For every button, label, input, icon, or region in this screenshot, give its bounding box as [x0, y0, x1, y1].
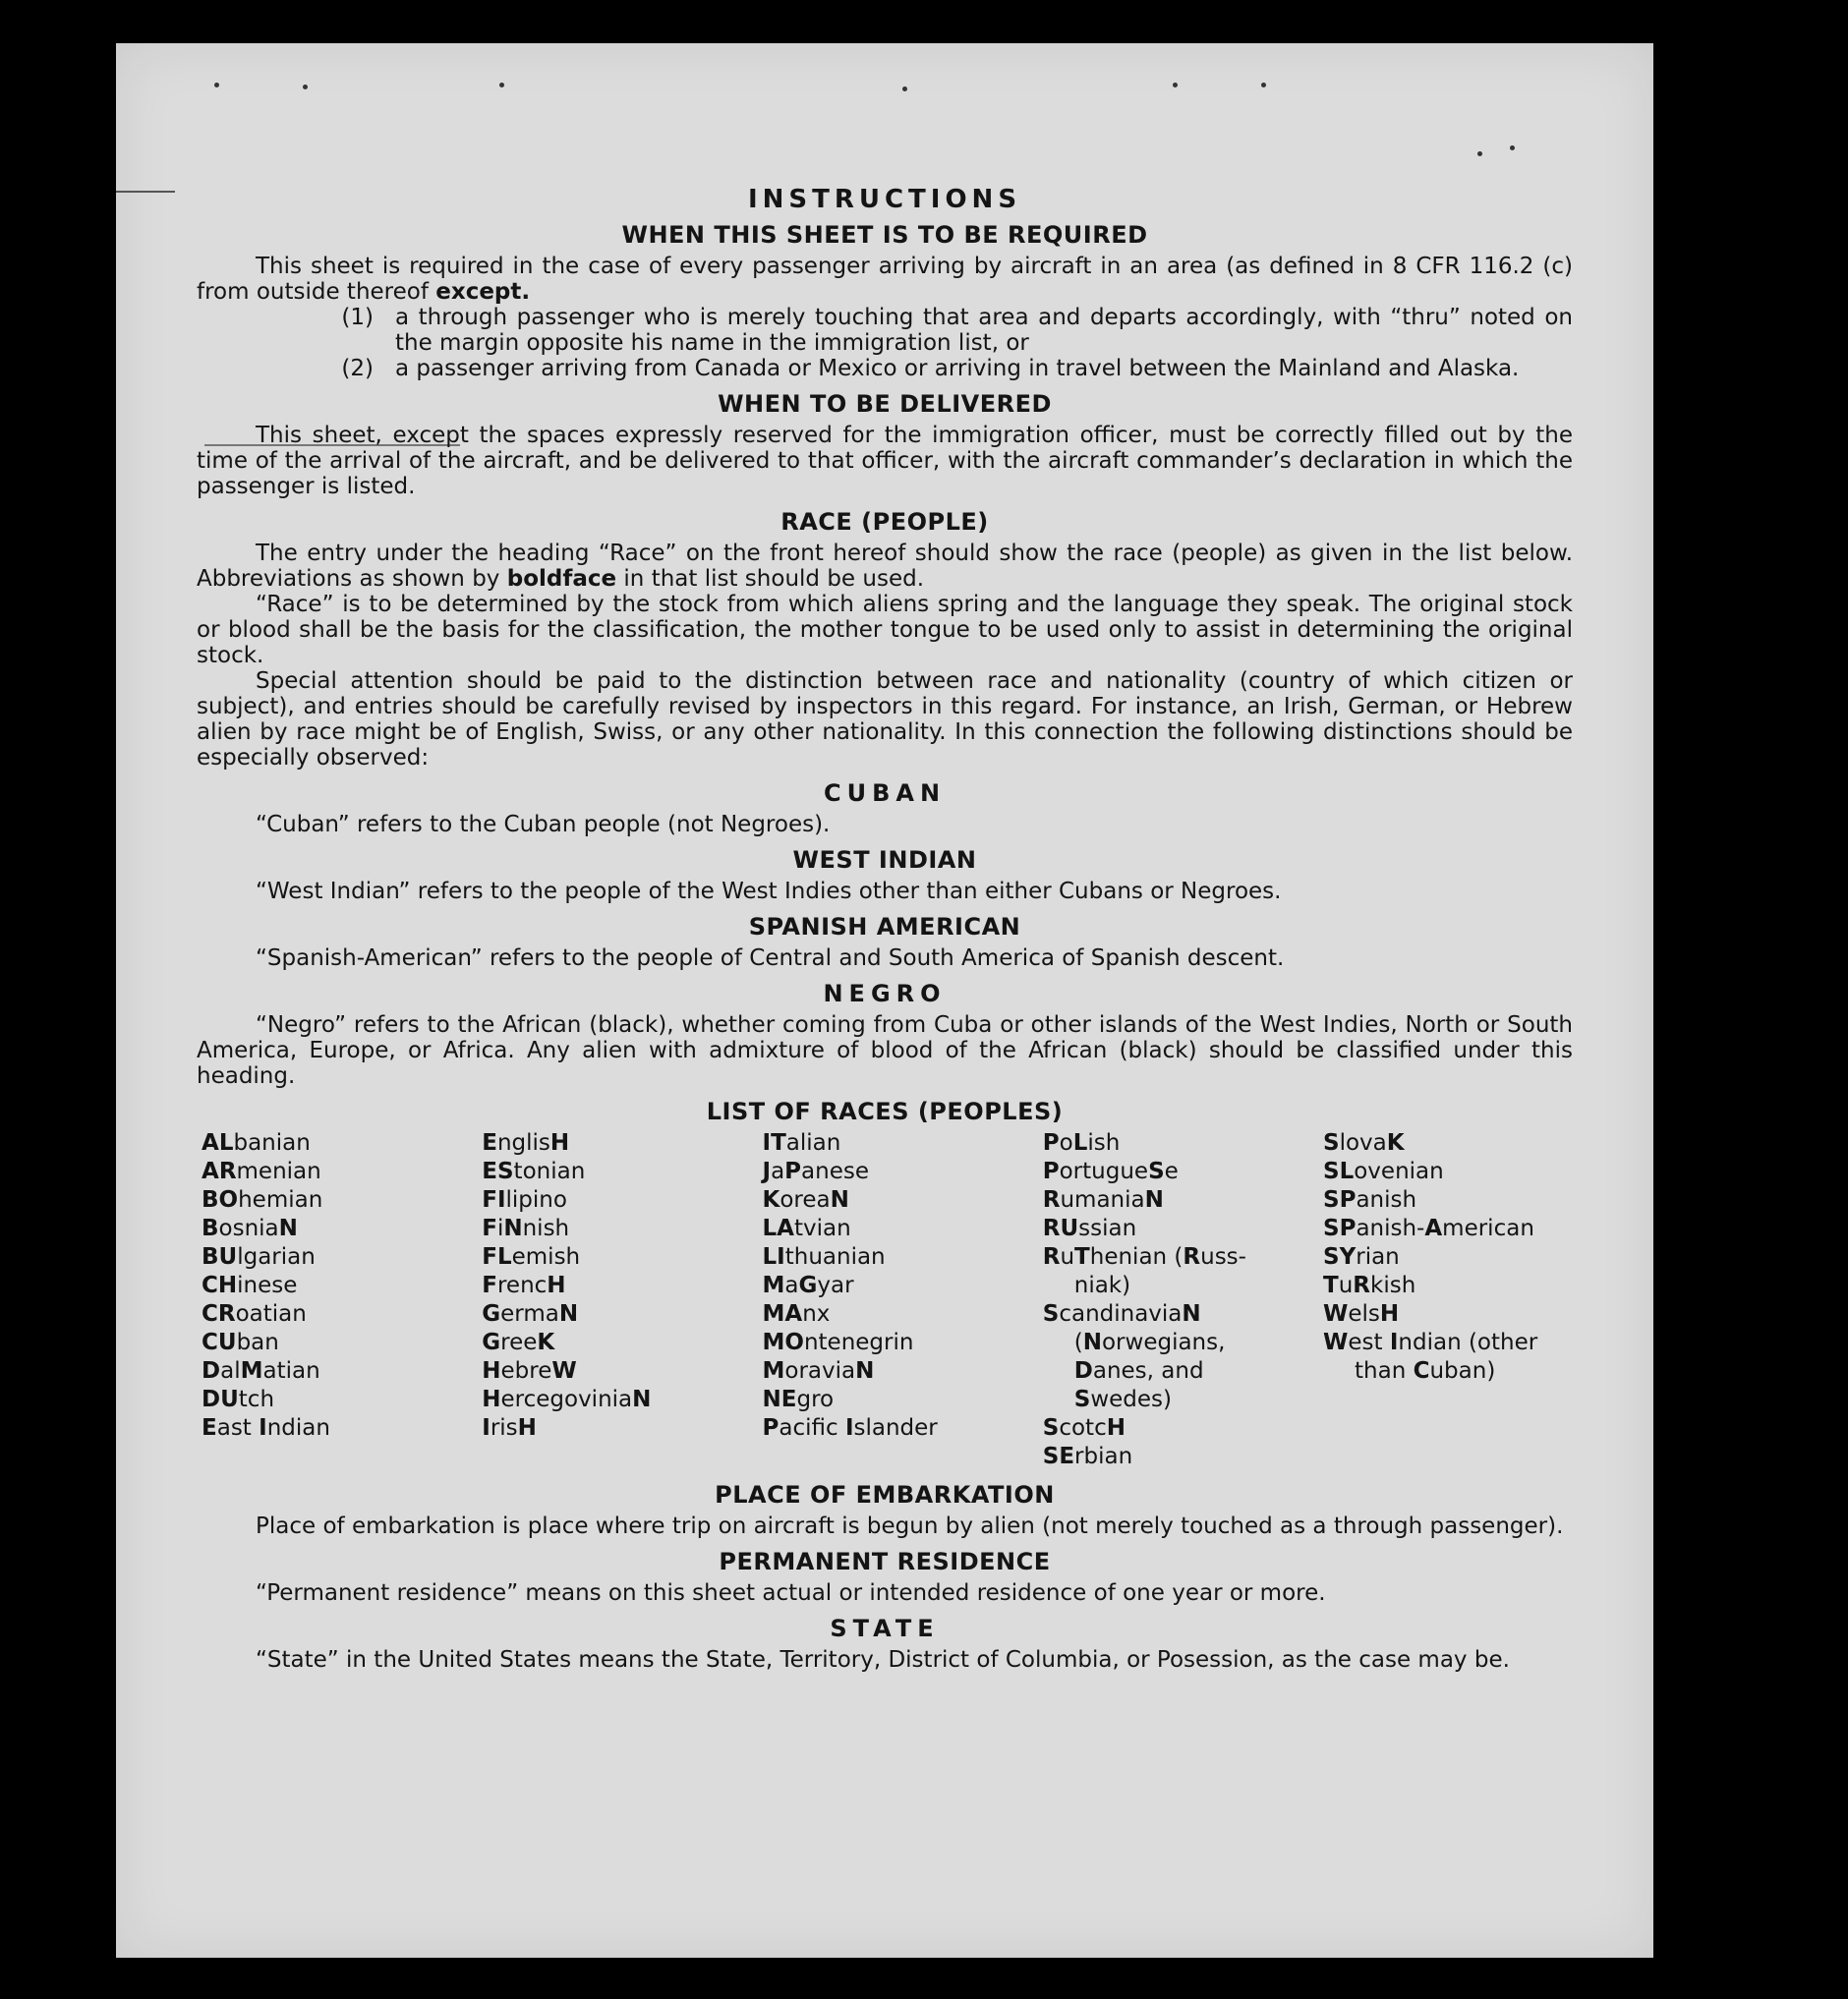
race-entry: ScotcH [1042, 1415, 1126, 1441]
race-entry: WelsH [1323, 1301, 1400, 1327]
race-paragraph-1 [197, 541, 1573, 592]
race-entry: HercegoviniaN [482, 1387, 652, 1412]
section-heading-spanish-american: SPANISH AMERICAN [748, 913, 1021, 941]
race-entry: FLemish [482, 1244, 581, 1270]
item-text: a passenger arriving from Canada or Mexico or arriving in travel between the Mainland and Alaska. [395, 356, 1520, 381]
negro-text: “Negro” refers to the African (black), whether coming from Cuba or other islands of the West Indies, North or South America, Europe, or Africa. Any alien with admixture of blood of the African (black) should be classified under this heading. [197, 1012, 1573, 1089]
required-intro-text: This sheet is required in the case of every passenger arriving by aircraft in an area (as defined in 8 CFR 116.2 (c) from outside thereof [197, 254, 1573, 305]
race-entry: RUssian [1042, 1216, 1137, 1241]
race-entry: FrencH [482, 1273, 566, 1298]
race-entry: GermaN [482, 1301, 579, 1327]
race-entry: BOhemian [202, 1187, 323, 1213]
race-entry: GreeK [482, 1330, 555, 1355]
race-entry: West Indian (other [1323, 1330, 1538, 1355]
race-entry: TuRkish [1323, 1273, 1416, 1298]
race-entry: JaPanese [762, 1159, 869, 1184]
race-entry: EnglisH [482, 1130, 570, 1156]
item-number: (1) [341, 305, 374, 330]
spanish-american-text: “Spanish-American” refers to the people of Central and South America of Spanish descent. [256, 945, 1285, 971]
races-list [202, 1130, 1573, 1472]
race-entry: SPanish-American [1323, 1216, 1534, 1241]
race-entry: ITalian [762, 1130, 841, 1156]
section-heading-residence: PERMANENT RESIDENCE [719, 1548, 1051, 1575]
race-entry: CRoatian [202, 1301, 307, 1327]
exception-item-1 [197, 305, 1573, 356]
race-entry: EStonian [482, 1159, 586, 1184]
race-entry: BosniaN [202, 1216, 298, 1241]
race-entry: IrisH [482, 1415, 537, 1441]
race-paragraph-2: “Race” is to be determined by the stock from which aliens spring and the language they speak. The original stock or blood shall be the basis for the classification, the mother tongue to be used only to assist in determining the original stock. [197, 592, 1573, 668]
section-heading-required: WHEN THIS SHEET IS TO BE REQUIRED [621, 221, 1148, 249]
speck [902, 86, 907, 91]
section-heading-race: RACE (PEOPLE) [780, 508, 989, 536]
race-entry: SlovaK [1323, 1130, 1405, 1156]
race-entry: than Cuban) [1355, 1358, 1496, 1384]
item-text: a through passenger who is merely touching that area and departs accordingly, with “thru” noted on the margin opposite his name in the immigration list, or [395, 305, 1573, 356]
race-entry: SPanish [1323, 1187, 1417, 1213]
races-column-5 [1323, 1130, 1573, 1472]
section-heading-races-list: LIST OF RACES (PEOPLES) [706, 1098, 1064, 1125]
speck [499, 83, 504, 87]
race-entry: CHinese [202, 1273, 298, 1298]
race-entry: BUlgarian [202, 1244, 316, 1270]
speck [1173, 83, 1178, 87]
cuban-text: “Cuban” refers to the Cuban people (not Negroes). [256, 812, 831, 837]
race-p1-text: The entry under the heading “Race” on the front hereof should show the race (people) as given in the list below. Abbreviations as shown by [197, 541, 1573, 592]
races-column-2 [482, 1130, 762, 1472]
race-entry: niak) [1073, 1273, 1131, 1298]
race-p1-bold: boldface [506, 566, 617, 592]
race-entry: LAtvian [762, 1216, 851, 1241]
margin-mark [116, 191, 175, 193]
races-column-1 [202, 1130, 482, 1472]
race-entry: MAnx [762, 1301, 831, 1327]
delivered-text: This sheet, except the spaces expressly reserved for the immigration officer, must be correctly filled out by the time of the arrival of the aircraft, and be delivered to that officer, with the aircraft commander’s declaration in which the passenger is listed. [197, 423, 1573, 499]
required-intro-bold: except. [435, 279, 531, 305]
race-entry: PortugueSe [1042, 1159, 1179, 1184]
race-paragraph-3: Special attention should be paid to the distinction between race and nationality (country of which citizen or subject), and entries should be carefully revised by inspectors in this regard. For instance, an Irish, German, or Hebrew alien by race might be of English, Swiss, or any other nationality. In this connection the following distinctions should be especially observed: [197, 668, 1573, 771]
residence-text: “Permanent residence” means on this sheet actual or intended residence of one year or more. [256, 1580, 1326, 1606]
race-entry: Pacific Islander [762, 1415, 938, 1441]
page-title: INSTRUCTIONS [747, 185, 1022, 214]
race-entry: LIthuanian [762, 1244, 886, 1270]
state-text: “State” in the United States means the State, Territory, District of Columbia, or Posession, as the case may be. [256, 1647, 1510, 1673]
race-entry: SErbian [1042, 1444, 1133, 1469]
race-entry: PoLish [1042, 1130, 1121, 1156]
race-entry: (Norwegians, [1073, 1330, 1226, 1355]
race-entry: DUtch [202, 1387, 275, 1412]
section-heading-embarkation: PLACE OF EMBARKATION [715, 1481, 1055, 1509]
race-entry: MoraviaN [762, 1358, 875, 1384]
races-column-4 [1043, 1130, 1323, 1472]
race-entry: MaGyar [762, 1273, 854, 1298]
race-entry: ScandinaviaN [1042, 1301, 1201, 1327]
speck [1510, 145, 1515, 150]
west-indian-text: “West Indian” refers to the people of the West Indies other than either Cubans or Negroes. [256, 879, 1282, 904]
embarkation-text: Place of embarkation is place where trip on aircraft is begun by alien (not merely touched as a through passenger). [256, 1514, 1564, 1539]
speck [214, 83, 219, 87]
instructions-document [197, 187, 1573, 1673]
speck [1477, 151, 1482, 156]
section-heading-delivered: WHEN TO BE DELIVERED [718, 390, 1052, 418]
speck [303, 85, 308, 89]
races-column-3 [763, 1130, 1043, 1472]
race-entry: CUban [202, 1330, 279, 1355]
race-entry: ARmenian [202, 1159, 321, 1184]
race-entry: KoreaN [762, 1187, 849, 1213]
race-entry: DalMatian [202, 1358, 320, 1384]
race-p1-text-end: in that list should be used. [623, 566, 925, 592]
item-number: (2) [341, 356, 374, 381]
race-entry: SYrian [1323, 1244, 1400, 1270]
race-entry: FiNnish [482, 1216, 570, 1241]
section-heading-state: STATE [830, 1615, 940, 1642]
race-entry: NEgro [762, 1387, 835, 1412]
required-intro [197, 254, 1573, 305]
section-heading-cuban: CUBAN [823, 779, 947, 807]
race-entry: RuThenian (Russ- [1042, 1244, 1246, 1270]
race-entry: FIlipino [482, 1187, 567, 1213]
section-heading-west-indian: WEST INDIAN [792, 846, 977, 874]
speck [1261, 83, 1266, 87]
race-entry: Danes, and [1073, 1358, 1204, 1384]
exception-item-2 [197, 356, 1573, 381]
race-entry: ALbanian [202, 1130, 311, 1156]
section-heading-negro: NEGRO [823, 980, 947, 1007]
race-entry: Swedes) [1073, 1387, 1172, 1412]
race-entry: East Indian [202, 1415, 330, 1441]
race-entry: MOntenegrin [762, 1330, 914, 1355]
race-entry: RumaniaN [1042, 1187, 1164, 1213]
race-entry: SLovenian [1323, 1159, 1444, 1184]
race-entry: HebreW [482, 1358, 577, 1384]
